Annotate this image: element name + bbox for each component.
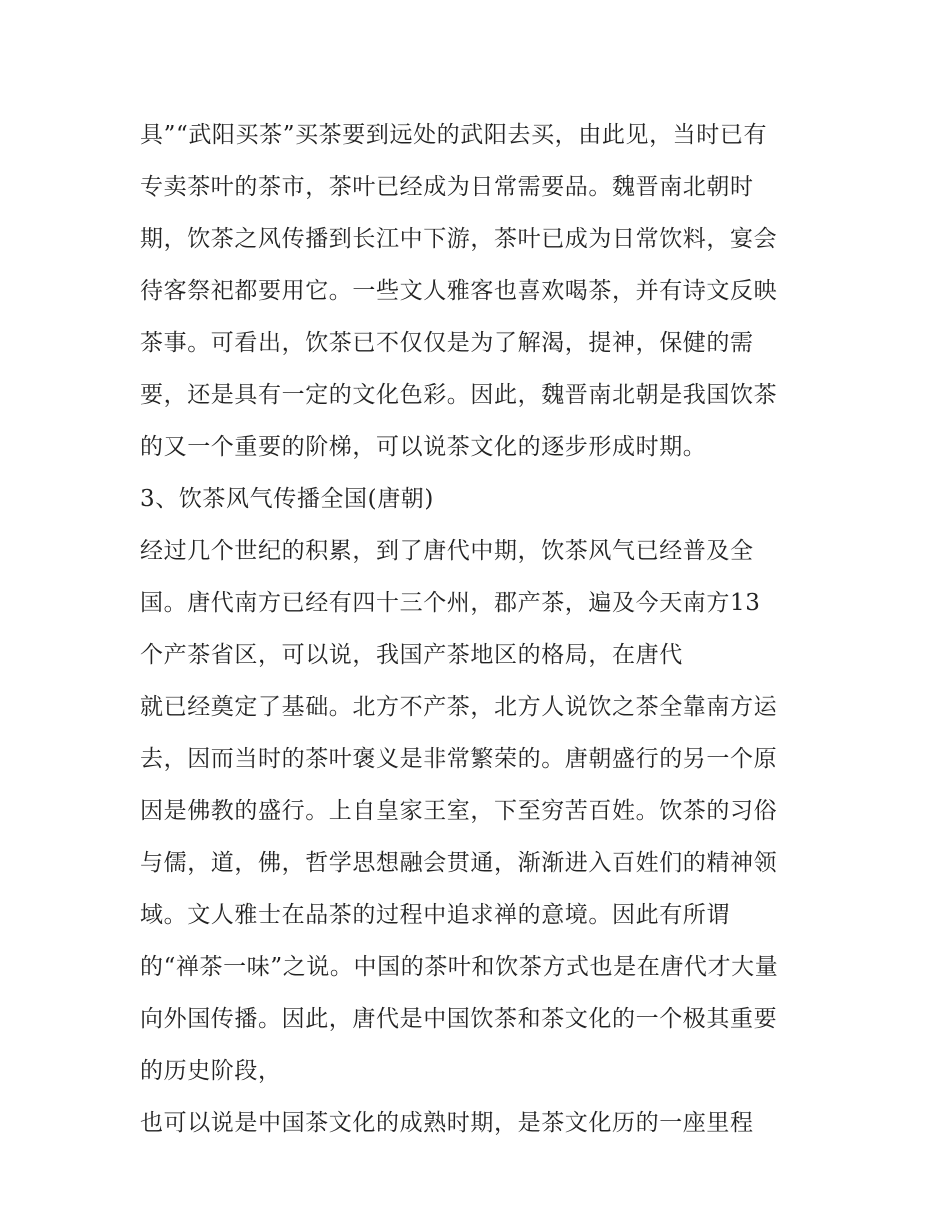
text-line: 经过几个世纪的积累，到了唐代中期，饮茶风气已经普及全 (140, 538, 754, 564)
text-line: 待客祭祀都要用它。一些文人雅客也喜欢喝茶，并有诗文反映 (140, 278, 778, 304)
text-line: 因是佛教的盛行。上自皇家王室，下至穷苦百姓。饮茶的习俗 (140, 798, 778, 824)
text-line: 去，因而当时的茶叶褒义是非常繁荣的。唐朝盛行的另一个原 (140, 746, 778, 772)
text-line: 的又一个重要的阶梯，可以说茶文化的逐步形成时期。 (140, 434, 707, 460)
text-line: 域。文人雅士在品茶的过程中追求禅的意境。因此有所谓 (140, 902, 730, 928)
body-text (140, 109, 830, 1149)
text-line: 专卖茶叶的茶市，茶叶已经成为日常需要品。魏晋南北朝时 (140, 174, 754, 200)
text-line: 向外国传播。因此，唐代是中国饮茶和茶文化的一个极其重要 (140, 1006, 778, 1032)
text-line: 茶事。可看出，饮茶已不仅仅是为了解渴，提神，保健的需 (140, 330, 754, 356)
text-line: 也可以说是中国茶文化的成熟时期，是茶文化历的一座里程 (140, 1110, 754, 1136)
text-line: 要，还是具有一定的文化色彩。因此，魏晋南北朝是我国饮茶 (140, 382, 778, 408)
text-line: 就已经奠定了基础。北方不产茶，北方人说饮之茶全靠南方运 (140, 694, 778, 720)
text-line: 的“禅茶一味”之说。中国的茶叶和饮茶方式也是在唐代才大量 (140, 954, 779, 980)
text-line: 个产茶省区，可以说，我国产茶地区的格局，在唐代 (140, 642, 683, 668)
text-line: 与儒，道，佛，哲学思想融会贯通，渐渐进入百姓们的精神领 (140, 850, 778, 876)
text-line: 期，饮茶之风传播到长江中下游，茶叶已成为日常饮料，宴会 (140, 226, 778, 252)
text-line: 国。唐代南方已经有四十三个州，郡产茶，遍及今天南方13 (140, 590, 761, 616)
section-heading: 3、饮茶风气传播全国(唐朝) (140, 486, 434, 512)
text-line: 具”“武阳买茶”买茶要到远处的武阳去买，由此见，当时已有 (140, 122, 768, 148)
text-line: 的历史阶段， (140, 1058, 282, 1084)
